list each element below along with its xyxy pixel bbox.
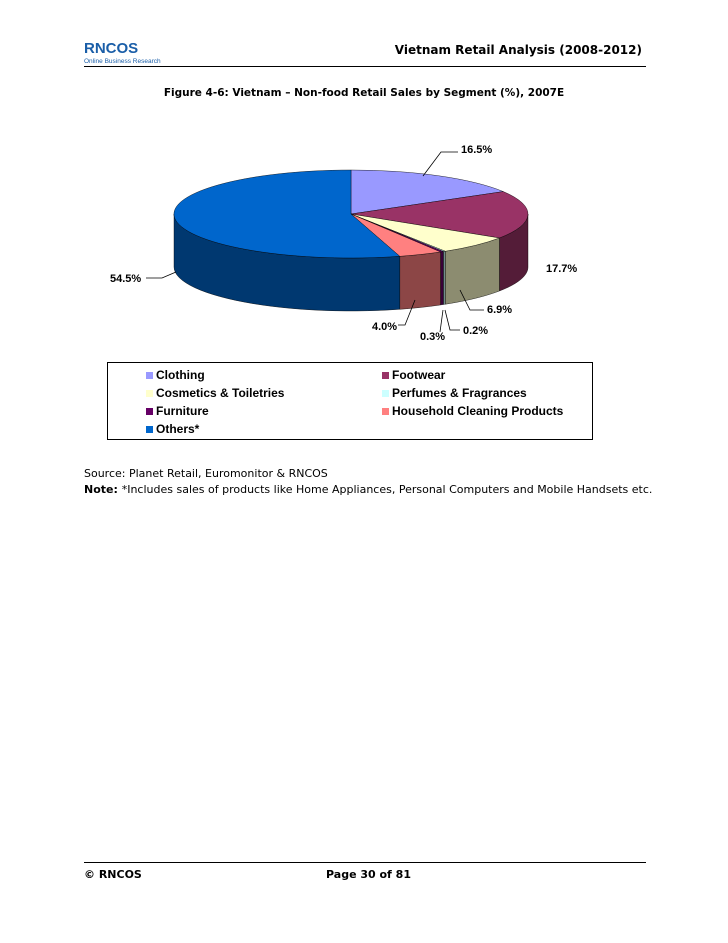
note-line bbox=[84, 482, 652, 498]
legend-swatch bbox=[146, 408, 153, 415]
legend-item-footwear bbox=[382, 367, 445, 383]
leader-line-4 bbox=[440, 310, 443, 332]
data-label-2: 6.9% bbox=[487, 304, 513, 316]
chart-legend bbox=[107, 362, 593, 440]
figure-title: Figure 4-6: Vietnam – Non-food Retail Sales by Segment (%), 2007E bbox=[163, 87, 565, 99]
legend-swatch bbox=[146, 372, 153, 379]
legend-label: Clothing bbox=[156, 368, 205, 382]
source-line: Source: Planet Retail, Euromonitor & RNCOS bbox=[84, 467, 328, 480]
legend-label: Others* bbox=[156, 422, 200, 436]
data-label-1: 17.7% bbox=[546, 263, 578, 275]
brand-logo: RNCOS bbox=[84, 40, 139, 57]
legend-label: Household Cleaning Products bbox=[392, 404, 564, 418]
data-label-4: 0.3% bbox=[420, 331, 446, 343]
pie-side-3 bbox=[443, 251, 445, 304]
footer-page-number: Page 30 of 81 bbox=[326, 868, 411, 881]
pie-side-4 bbox=[441, 252, 444, 305]
leader-line-3 bbox=[445, 310, 460, 330]
footer-rule bbox=[84, 862, 646, 863]
note-text: *Includes sales of products like Home Appliances, Personal Computers and Mobile Handsets etc. bbox=[121, 483, 653, 496]
data-label-3: 0.2% bbox=[463, 325, 489, 337]
leader-line-0 bbox=[423, 152, 458, 176]
document-title: Vietnam Retail Analysis (2008-2012) bbox=[394, 43, 642, 57]
note-label: Note: bbox=[84, 483, 122, 496]
legend-swatch bbox=[382, 372, 389, 379]
legend-item-perfumes bbox=[382, 385, 527, 401]
legend-swatch bbox=[382, 408, 389, 415]
legend-label: Cosmetics & Toiletries bbox=[156, 386, 285, 400]
data-label-6: 54.5% bbox=[110, 273, 142, 285]
brand-tagline: Online Business Research bbox=[84, 58, 161, 65]
legend-label: Footwear bbox=[392, 368, 446, 382]
legend-label: Perfumes & Fragrances bbox=[392, 386, 527, 400]
legend-swatch bbox=[382, 390, 389, 397]
leader-line-6 bbox=[146, 272, 176, 278]
legend-swatch bbox=[146, 426, 153, 433]
data-label-5: 4.0% bbox=[372, 321, 398, 333]
legend-item-household bbox=[382, 403, 563, 419]
legend-item-furniture bbox=[146, 403, 209, 419]
legend-label: Furniture bbox=[156, 404, 209, 418]
pie-side-5 bbox=[400, 252, 441, 309]
footer-copyright: © RNCOS bbox=[84, 868, 142, 881]
data-label-0: 16.5% bbox=[461, 144, 493, 156]
legend-item-others bbox=[146, 421, 199, 437]
legend-swatch bbox=[146, 390, 153, 397]
legend-item-clothing bbox=[146, 367, 205, 383]
legend-item-cosmetics bbox=[146, 385, 284, 401]
